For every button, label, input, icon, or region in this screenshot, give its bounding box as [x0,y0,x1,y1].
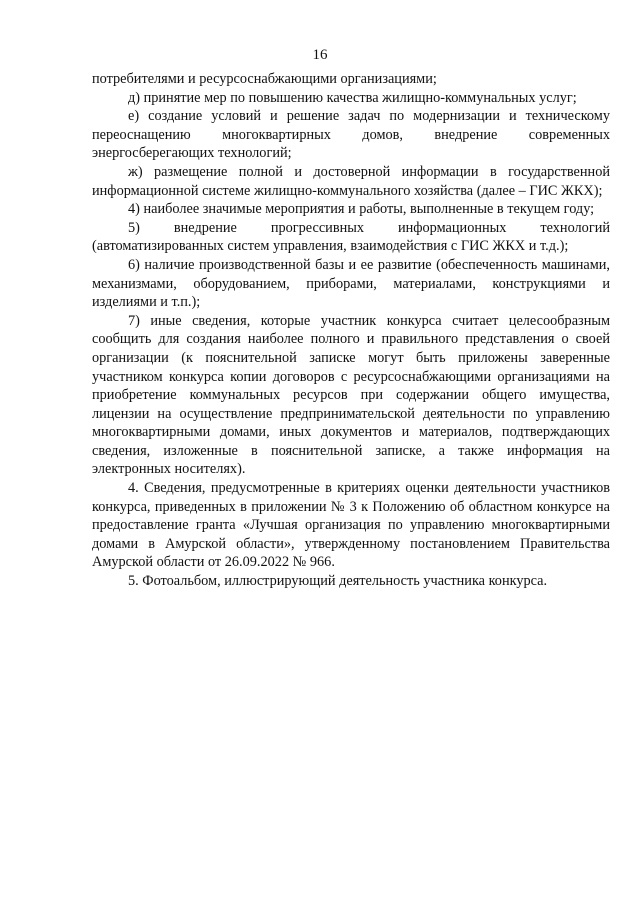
paragraph-continuation: потребителями и ресурсоснабжающими организациями; [92,71,437,87]
paragraph-item-d: д) принятие мер по повышению качества жилищно-коммунальных услуг; [128,89,577,106]
paragraph-section-5: 5. Фотоальбом, иллюстрирующий деятельность участника конкурса. [128,573,548,590]
page-number: 16 [312,47,328,63]
paragraph-item-6: 6) наличие производственной базы и ее развитие (обеспеченность машинами, механизмами, оборудованием, приборами, материалами, конструкциями и изделиями и т.п.); [92,256,610,311]
paragraph-item-5: 5) внедрение прогрессивных информационных технологий (автоматизированных систем управления, взаимодействия с ГИС ЖКХ и т.д.); [92,219,610,255]
paragraph-section-4: 4. Сведения, предусмотренные в критериях оценки деятельности участников конкурса, приведенных в приложении № 3 к Положению об областном конкурсе на предоставление гранта «Лучшая организация по управлению многоквартирными домами в Амурской области», утвержденному постановлением Правительства Амурской области от 26.09.2022 № 966. [92,480,610,571]
document-body [92,70,610,591]
paragraph-item-zh: ж) размещение полной и достоверной информации в государственной информационной системе жилищно-коммунального хозяйства (далее – ГИС ЖКХ); [92,163,610,199]
paragraph-item-e: е) создание условий и решение задач по модернизации и техническому переоснащению многоквартирных домов, внедрение современных энергосберегающих технологий; [92,108,610,162]
paragraph-item-7: 7) иные сведения, которые участник конкурса считает целесообразным сообщить для создания наиболее полного и правильного представления о своей организации (к пояснительной записке могут быть приложены заверенные участником конкурса копии договоров с ресурсоснабжающими организациями на приобретение коммунальных ресурсов при содержании общего имущества, лицензии на осуществление предпринимательской деятельности по управлению многоквартирными домами, иных документов и материалов, подтверждающих сведения, изложенные в пояснительной записке, а также информация на электронных носителях). [92,312,610,478]
paragraph-item-4: 4) наиболее значимые мероприятия и работы, выполненные в текущем году; [128,201,595,218]
